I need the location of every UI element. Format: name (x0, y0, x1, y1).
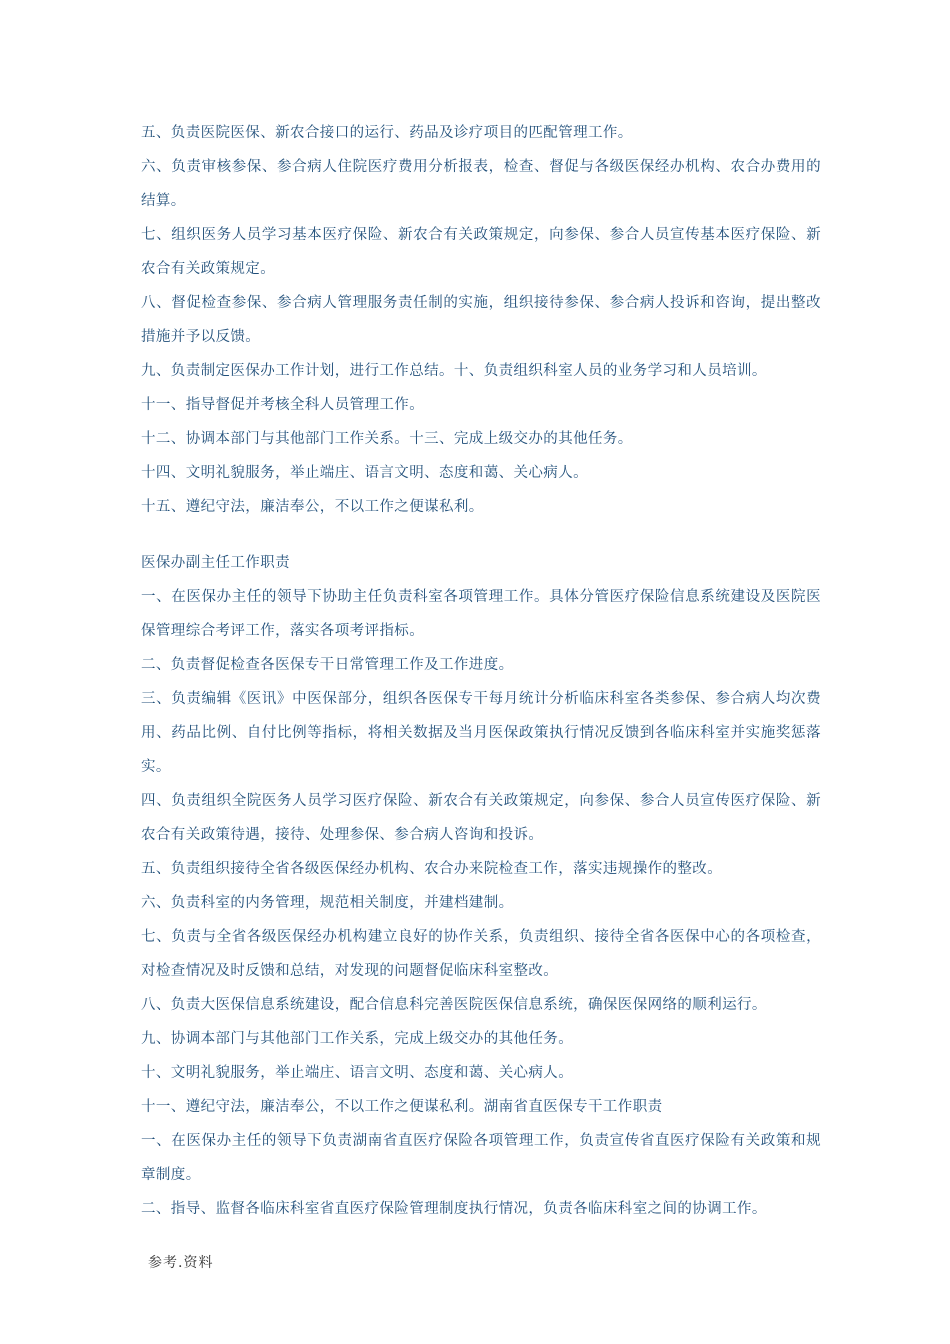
paragraph: 八、督促检查参保、参合病人管理服务责任制的实施，组织接待参保、参合病人投诉和咨询，提出整改措施并予以反馈。 (141, 295, 821, 345)
paragraph: 五、负责医院医保、新农合接口的运行、药品及诊疗项目的匹配管理工作。 (141, 125, 633, 141)
footer-note: 参考.资料 (148, 1255, 214, 1271)
paragraph: 七、负责与全省各级医保经办机构建立良好的协作关系，负责组织、接待全省各医保中心的各项检查，对检查情况及时反馈和总结，对发现的问题督促临床科室整改。 (141, 929, 821, 979)
paragraph: 一、在医保办主任的领导下协助主任负责科室各项管理工作。具体分管医疗保险信息系统建设及医院医保管理综合考评工作，落实各项考评指标。 (141, 589, 821, 639)
section-1 (141, 116, 821, 524)
paragraph: 一、在医保办主任的领导下负责湖南省直医疗保险各项管理工作，负责宣传省直医疗保险有关政策和规章制度。 (141, 1133, 821, 1183)
paragraph: 四、负责组织全院医务人员学习医疗保险、新农合有关政策规定，向参保、参合人员宣传医疗保险、新农合有关政策待遇，接待、处理参保、参合病人咨询和投诉。 (141, 793, 821, 843)
paragraph: 十二、协调本部门与其他部门工作关系。十三、完成上级交办的其他任务。 (141, 431, 633, 447)
paragraph: 九、负责制定医保办工作计划，进行工作总结。十、负责组织科室人员的业务学习和人员培训。 (141, 363, 767, 379)
paragraph: 二、负责督促检查各医保专干日常管理工作及工作进度。 (141, 657, 514, 673)
paragraph: 十一、遵纪守法，廉洁奉公，不以工作之便谋私利。湖南省直医保专干工作职责 (141, 1099, 663, 1115)
section-gap (141, 524, 821, 546)
paragraph: 二、指导、监督各临床科室省直医疗保险管理制度执行情况，负责各临床科室之间的协调工作。 (141, 1201, 767, 1217)
paragraph: 五、负责组织接待全省各级医保经办机构、农合办来院检查工作，落实违规操作的整改。 (141, 861, 723, 877)
paragraph: 十、文明礼貌服务，举止端庄、语言文明、态度和蔼、关心病人。 (141, 1065, 574, 1081)
paragraph: 六、负责科室的内务管理，规范相关制度，并建档建制。 (141, 895, 514, 911)
paragraph: 十五、遵纪守法，廉洁奉公，不以工作之便谋私利。 (141, 499, 484, 515)
paragraph: 十一、指导督促并考核全科人员管理工作。 (141, 397, 425, 413)
paragraph: 三、负责编辑《医讯》中医保部分，组织各医保专干每月统计分析临床科室各类参保、参合病人均次费用、药品比例、自付比例等指标，将相关数据及当月医保政策执行情况反馈到各临床科室并实施奖惩落实。 (141, 691, 821, 775)
paragraph: 十四、文明礼貌服务，举止端庄、语言文明、态度和蔼、关心病人。 (141, 465, 588, 481)
paragraph: 九、协调本部门与其他部门工作关系，完成上级交办的其他任务。 (141, 1031, 574, 1047)
paragraph: 六、负责审核参保、参合病人住院医疗费用分析报表，检查、督促与各级医保经办机构、农合办费用的结算。 (141, 159, 821, 209)
document-body (141, 116, 821, 1226)
paragraph: 八、负责大医保信息系统建设，配合信息科完善医院医保信息系统，确保医保网络的顺利运行。 (141, 997, 767, 1013)
section-2 (141, 546, 821, 1226)
section-heading: 医保办副主任工作职责 (141, 555, 290, 571)
paragraph: 七、组织医务人员学习基本医疗保险、新农合有关政策规定，向参保、参合人员宣传基本医疗保险、新农合有关政策规定。 (141, 227, 821, 277)
